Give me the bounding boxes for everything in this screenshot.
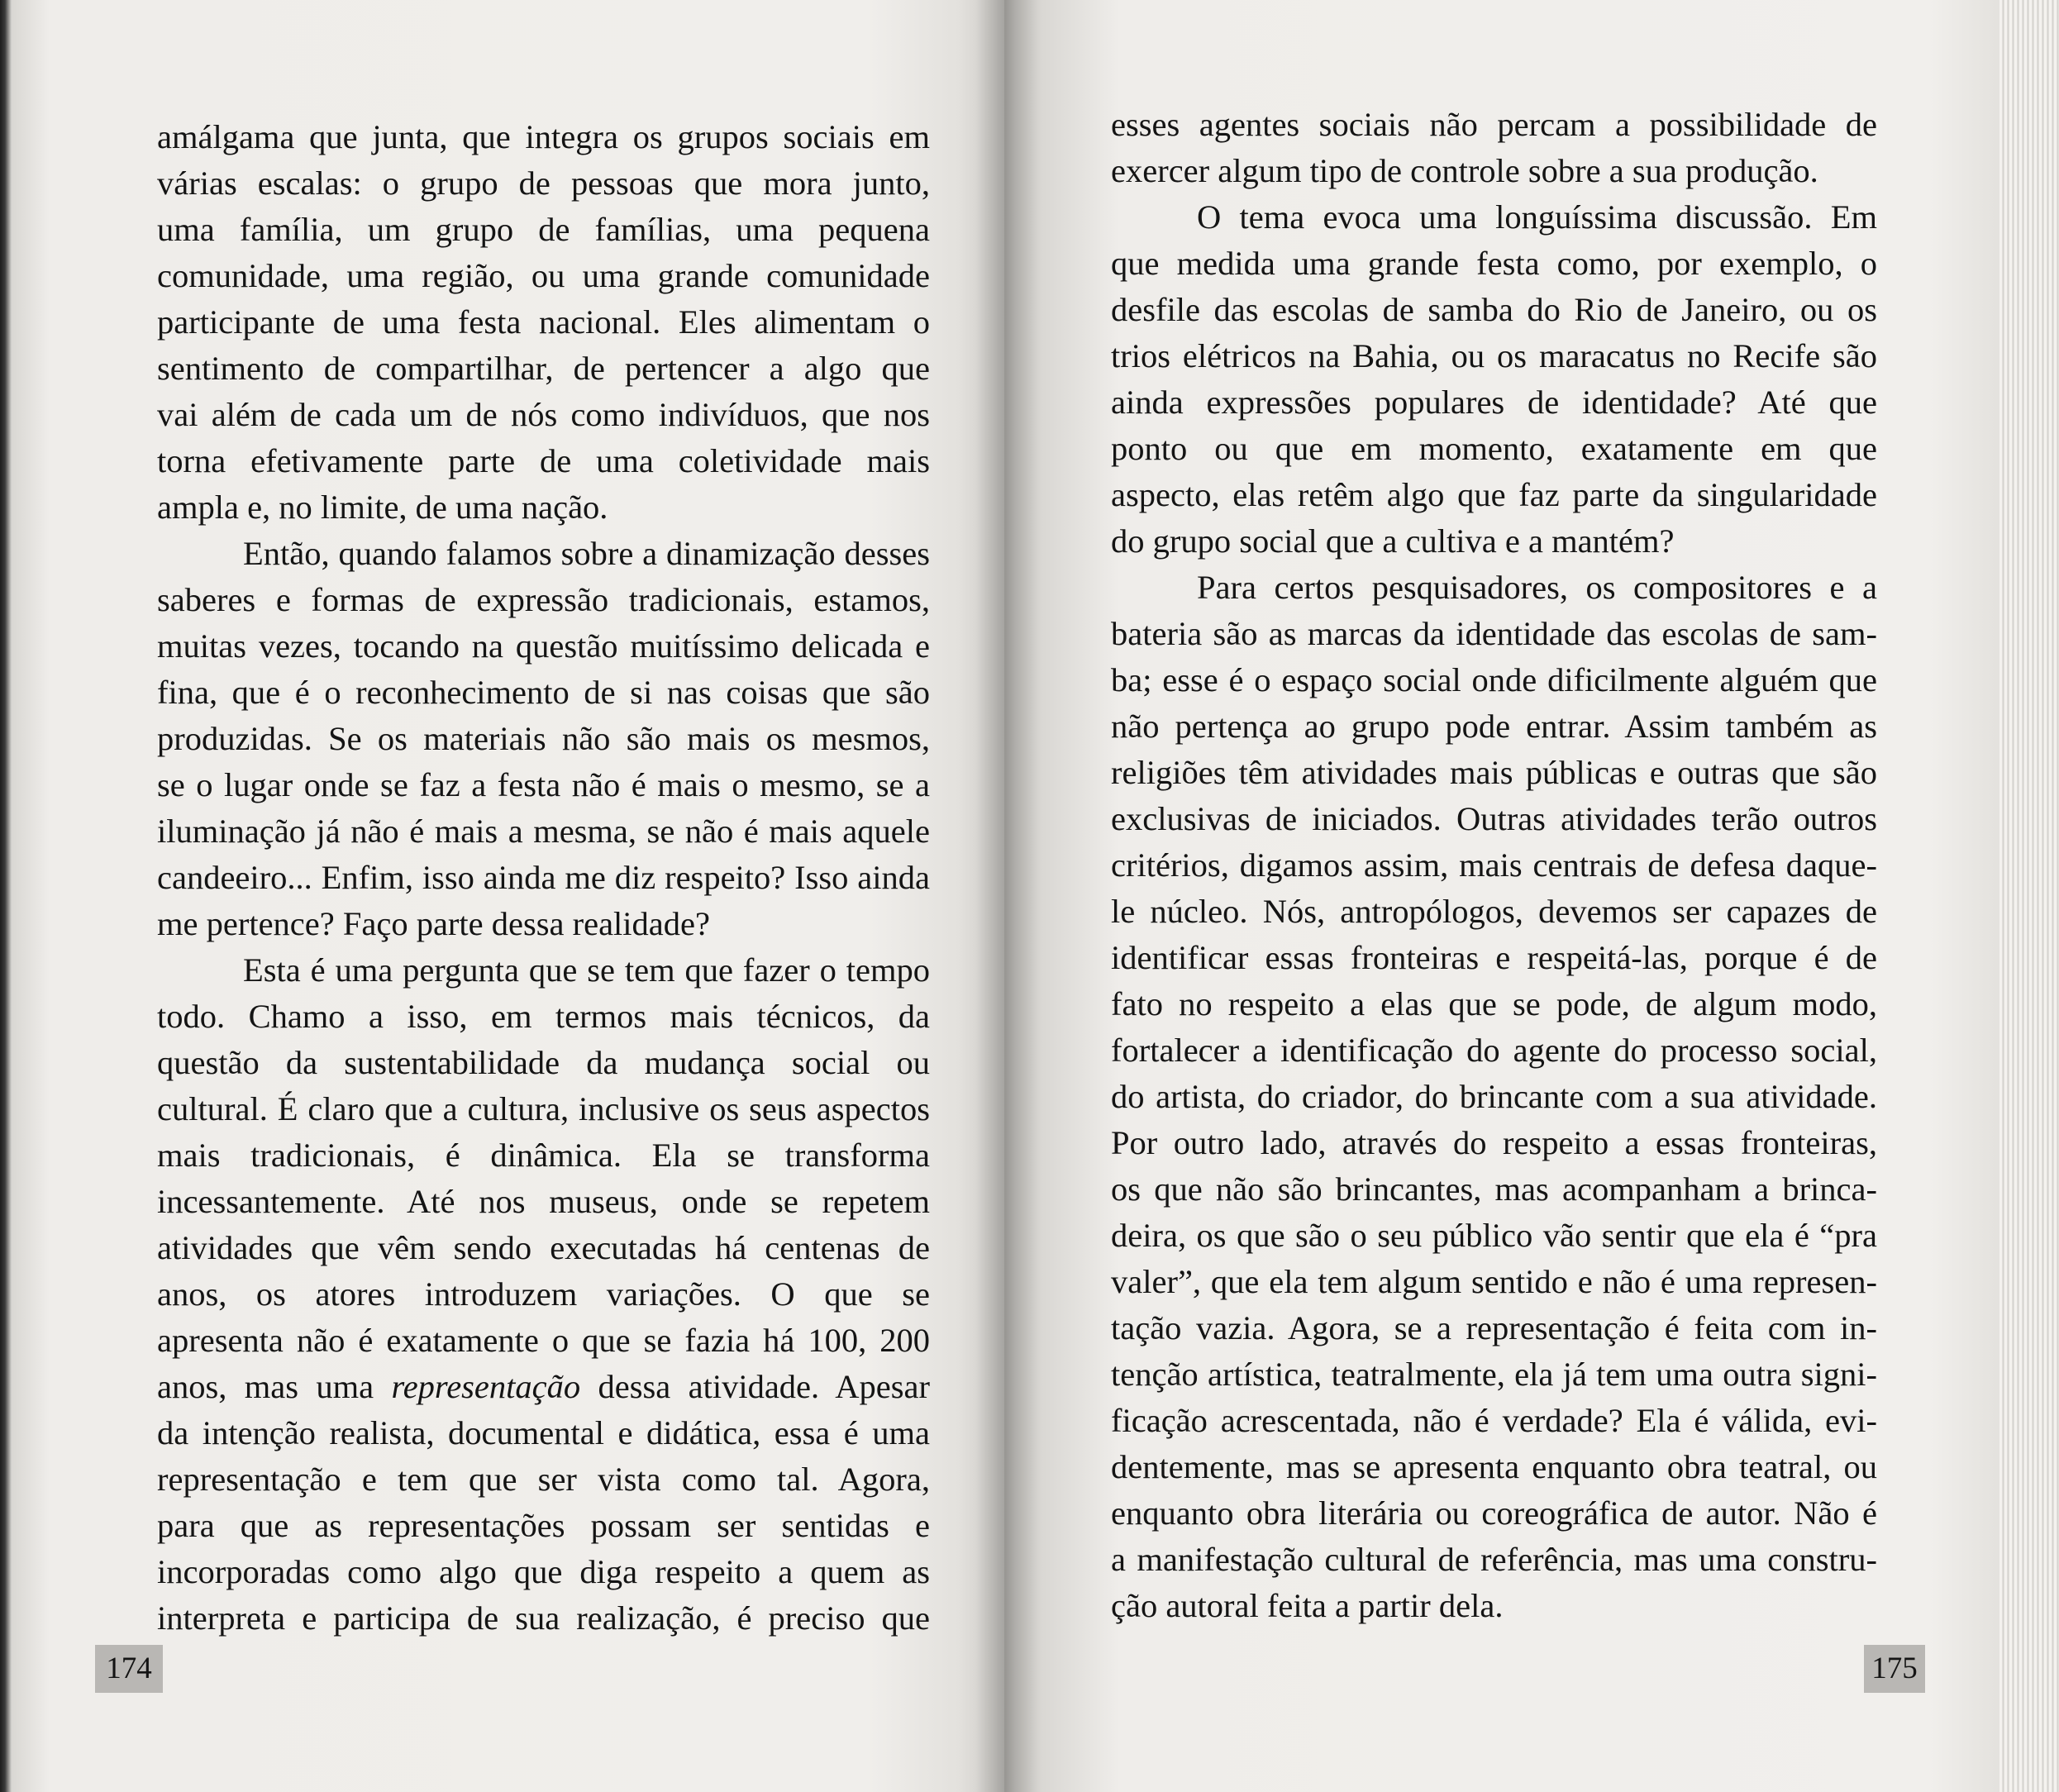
text-line: saberes e formas de expressão tradicionais, estamos,: [157, 581, 930, 618]
text-line: valer”, que ela tem algum sentido e não é uma represen-: [1111, 1263, 1877, 1300]
text-line: exercer algum tipo de controle sobre a sua produção.: [1111, 152, 1818, 189]
text-line: vai além de cada um de nós como indivíduos, que nos: [157, 396, 930, 433]
text-line: apresenta não é exatamente o que se fazia há 100, 200: [157, 1322, 930, 1359]
paragraph-start: Para certos pesquisadores, os compositores e a: [1197, 569, 1877, 606]
text-line: aspecto, elas retêm algo que faz parte da singularidade: [1111, 476, 1877, 513]
text-line: le núcleo. Nós, antropólogos, devemos ser capazes de: [1111, 893, 1877, 930]
text-line: tenção artística, teatralmente, ela já tem uma outra signi-: [1111, 1356, 1877, 1393]
text-fragment: anos, mas uma: [157, 1368, 392, 1405]
text-line: do grupo social que a cultiva e a mantém?: [1111, 522, 1675, 560]
text-line: me pertence? Faço parte dessa realidade?: [157, 905, 710, 942]
left-page: [0, 0, 1004, 1792]
text-line: ficação acrescentada, não é verdade? Ela é válida, evi-: [1111, 1402, 1877, 1439]
text-line: comunidade, uma região, ou uma grande comunidade: [157, 257, 930, 294]
left-page-body-text: [157, 114, 930, 1642]
text-line: ba; esse é o espaço social onde dificilmente alguém que: [1111, 661, 1877, 698]
text-line: ampla e, no limite, de uma nação.: [157, 489, 608, 526]
text-line: todo. Chamo a isso, em termos mais técnicos, da: [157, 998, 930, 1035]
right-page-body-text: [1111, 102, 1877, 1629]
text-line: interpreta e participa de sua realização, é preciso que: [157, 1599, 930, 1637]
text-line: torna efetivamente parte de uma coletividade mais: [157, 442, 930, 479]
text-line: enquanto obra literária ou coreográfica de autor. Não é: [1111, 1494, 1877, 1532]
paragraph-start: O tema evoca uma longuíssima discussão. Em: [1197, 198, 1877, 236]
text-line: cultural. É claro que a cultura, inclusive os seus aspectos: [157, 1090, 930, 1127]
text-line: dentemente, mas se apresenta enquanto obra teatral, ou: [1111, 1448, 1877, 1485]
text-line: amálgama que junta, que integra os grupos sociais em: [157, 118, 930, 155]
text-line: esses agentes sociais não percam a possibilidade de: [1111, 106, 1877, 143]
page-number: 175: [1864, 1645, 1925, 1693]
text-line: do artista, do criador, do brincante com a sua atividade.: [1111, 1078, 1877, 1115]
text-line: atividades que vêm sendo executadas há centenas de: [157, 1229, 930, 1266]
page-edges: [1999, 0, 2059, 1792]
text-line: desfile das escolas de samba do Rio de Janeiro, ou os: [1111, 291, 1877, 328]
text-line: fortalecer a identificação do agente do processo social,: [1111, 1032, 1877, 1069]
paragraph-start: Então, quando falamos sobre a dinamização desses: [243, 535, 930, 572]
text-line: participante de uma festa nacional. Eles alimentam o: [157, 303, 930, 341]
text-line: várias escalas: o grupo de pessoas que mora junto,: [157, 164, 930, 202]
text-line: candeeiro... Enfim, isso ainda me diz respeito? Isso ainda: [157, 859, 930, 896]
text-fragment: dessa atividade. Apesar: [580, 1368, 930, 1405]
text-line: Por outro lado, através do respeito a essas fronteiras,: [1111, 1124, 1877, 1161]
text-line: muitas vezes, tocando na questão muitíssimo delicada e: [157, 627, 930, 665]
text-line: para que as representações possam ser sentidas e: [157, 1507, 930, 1544]
text-line: anos, os atores introduzem variações. O que se: [157, 1275, 930, 1313]
text-line: sentimento de compartilhar, de pertencer a algo que: [157, 350, 930, 387]
text-line: incessantemente. Até nos museus, onde se repetem: [157, 1183, 930, 1220]
text-line: deira, os que são o seu público vão sentir que ela é “pra: [1111, 1217, 1877, 1254]
text-line: ção autoral feita a partir dela.: [1111, 1587, 1504, 1624]
text-line: ponto ou que em momento, exatamente em que: [1111, 430, 1877, 467]
text-line: fato no respeito a elas que se pode, de algum modo,: [1111, 985, 1877, 1022]
text-line: critérios, digamos assim, mais centrais de defesa daque-: [1111, 846, 1877, 884]
text-line: identificar essas fronteiras e respeitá-las, porque é de: [1111, 939, 1877, 976]
text-line: exclusivas de iniciados. Outras atividades terão outros: [1111, 800, 1877, 837]
text-line: da intenção realista, documental e didática, essa é uma: [157, 1414, 930, 1451]
italic-term: representação: [391, 1368, 581, 1405]
text-line: mais tradicionais, é dinâmica. Ela se transforma: [157, 1137, 930, 1174]
text-line: uma família, um grupo de famílias, uma pequena: [157, 211, 930, 248]
text-line: incorporadas como algo que diga respeito a quem as: [157, 1553, 930, 1590]
text-line: produzidas. Se os materiais não são mais os mesmos,: [157, 720, 930, 757]
text-line: ainda expressões populares de identidade? Até que: [1111, 384, 1877, 421]
text-line: fina, que é o reconhecimento de si nas coisas que são: [157, 674, 930, 711]
text-line-with-italic: [157, 1364, 930, 1410]
page-number: 174: [95, 1645, 163, 1693]
text-line: que medida uma grande festa como, por exemplo, o: [1111, 245, 1877, 282]
text-line: a manifestação cultural de referência, mas uma constru-: [1111, 1541, 1877, 1578]
text-line: se o lugar onde se faz a festa não é mais o mesmo, se a: [157, 766, 930, 803]
text-line: iluminação já não é mais a mesma, se não é mais aquele: [157, 813, 930, 850]
text-line: não pertença ao grupo pode entrar. Assim também as: [1111, 708, 1877, 745]
text-line: tação vazia. Agora, se a representação é feita com in-: [1111, 1309, 1877, 1346]
text-line: religiões têm atividades mais públicas e outras que são: [1111, 754, 1877, 791]
text-line: trios elétricos na Bahia, ou os maracatus no Recife são: [1111, 337, 1877, 374]
text-line: representação e tem que ser vista como tal. Agora,: [157, 1461, 930, 1498]
text-line: bateria são as marcas da identidade das escolas de sam-: [1111, 615, 1877, 652]
text-line: questão da sustentabilidade da mudança social ou: [157, 1044, 930, 1081]
text-line: os que não são brincantes, mas acompanham a brinca-: [1111, 1170, 1877, 1208]
paragraph-start: Esta é uma pergunta que se tem que fazer o tempo: [243, 951, 930, 989]
